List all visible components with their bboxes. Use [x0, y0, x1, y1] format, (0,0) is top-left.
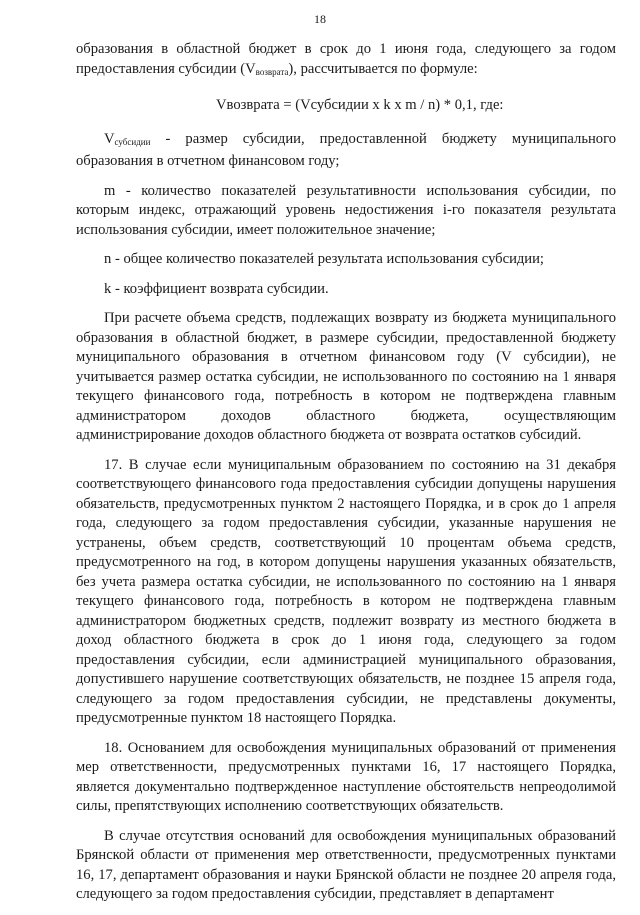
paragraph-clause-18: 18. Основанием для освобождения муниципальных образований от применения мер ответственности, предусмотренных пунктами 16, 17 настоящего Порядка, является документально подтвержденное наступление обстоятельств непреодолимой силы, препятствующих исполнению соответствующих обязательств. — [76, 739, 616, 814]
paragraph-intro-text-b: ), рассчитывается по формуле: — [288, 60, 478, 77]
v-definition: - размер субсидии, предоставленной бюджету муниципального образования в отчетном финансовом году; — [76, 130, 616, 169]
paragraph-absence-of-grounds: В случае отсутствия оснований для освобождения муниципальных образований Брянской области от применения мер ответственности, предусмотренных пунктами 16, 17, департамент образования и науки Брянской области не позднее 20 апреля года, следующего за годом предоставления субсидии, представляет в департамент — [76, 827, 616, 902]
document-body — [76, 40, 616, 915]
paragraph-n-definition: n - общее количество показателей результата использования субсидии; — [104, 251, 544, 267]
return-formula: Vвозврата = (Vсубсидии x k x m / n) * 0,1, где: — [216, 97, 504, 113]
v-symbol: V — [104, 130, 115, 147]
v-subscript: субсидии — [114, 136, 151, 147]
page-number: 18 — [314, 12, 326, 26]
paragraph-intro — [76, 40, 616, 82]
paragraph-intro-text-a: образования в областной бюджет в срок до 1 июня года, следующего за годом предоставления субсидии (V — [76, 41, 616, 77]
paragraph-clause-17: 17. В случае если муниципальным образованием по состоянию на 31 декабря соответствующего финансового года предоставления субсидии допущены нарушения обязательств, предусмотренных пунктом 2 настоящего Порядка, и в срок до 1 апреля года, следующего за годом предоставления субсидии, указанные нарушения не устранены, объем средств, соответствующий 10 процентам объема средств, предусмотренного на год, в котором допущены нарушения указанных обязательств, без учета размера остатка субсидии, не использованного по состоянию на 1 января текущего финансового года, потребность в котором не подтверждена главным администратором бюджетных средств, подлежит возврату из местного бюджета в доход областного бюджета в срок до 1 июня года, следующего за годом предоставления субсидии, если администрацией муниципального образования, допустившего нарушение соответствующих обязательств, не позднее 15 апреля года, следующего за годом предоставления субсидии, не представлены документы, предусмотренные пунктом 18 настоящего Порядка. — [76, 456, 616, 726]
paragraph-intro-subscript: возврата — [255, 66, 289, 77]
paragraph-m-definition: m - количество показателей результативности использования субсидии, по которым индекс, отражающий уровень недостижения i-го показателя результата использования субсидии, имеет положительное значение; — [76, 182, 616, 238]
paragraph-v-subsidy — [76, 130, 616, 172]
paragraph-calculation: При расчете объема средств, подлежащих возврату из бюджета муниципального образования в областной бюджет, в размере субсидии, предоставленной бюджету муниципального образования в отчетном финансовом году (V субсидии), не учитывается размер остатка субсидии, не использованного по состоянию на 1 января текущего финансового года, потребность в котором не подтверждена главным администратором доходов областного бюджета, осуществляющим администрирование доходов областного бюджета от возврата остатков субсидий. — [76, 310, 616, 443]
paragraph-k-definition: k - коэффициент возврата субсидии. — [104, 280, 329, 297]
